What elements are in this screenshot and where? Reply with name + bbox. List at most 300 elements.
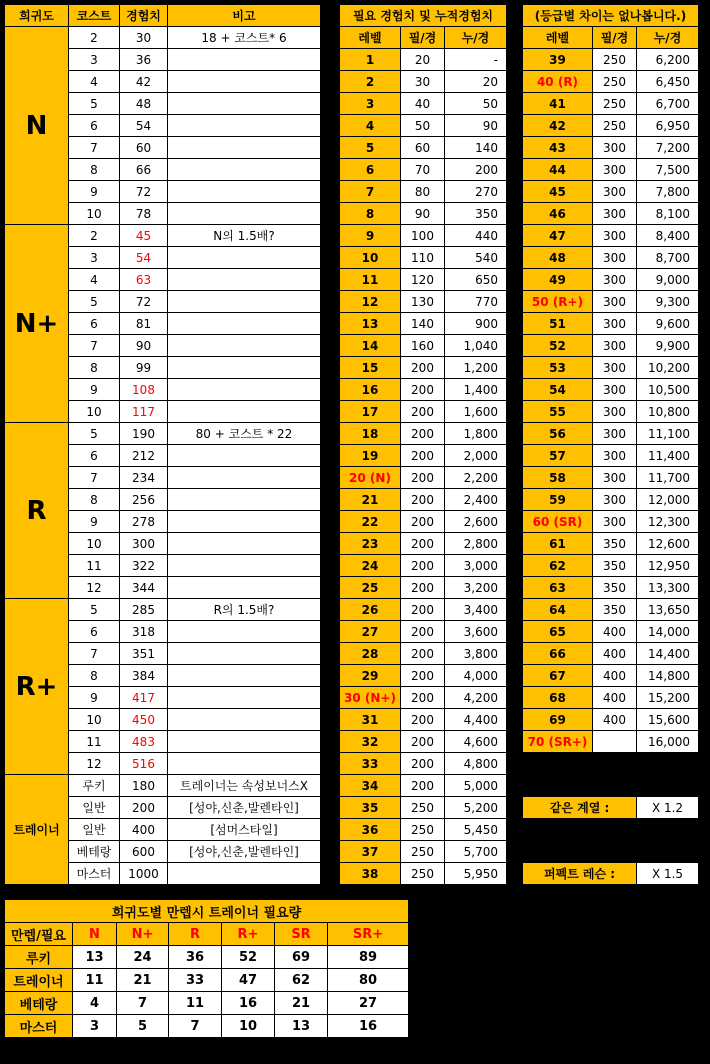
- exp-cell: 117: [120, 401, 168, 423]
- level-cell: 21: [340, 489, 401, 511]
- note-cell: [성야,신춘,발렌타인]: [168, 841, 321, 863]
- rarity-header: SR+: [328, 923, 409, 946]
- level-cell: 48: [523, 247, 593, 269]
- cum-exp-cell: 50: [445, 93, 507, 115]
- table-row: [523, 555, 699, 577]
- table-row: [523, 137, 699, 159]
- table-row: [523, 335, 699, 357]
- table-row: [523, 489, 699, 511]
- level-cell: 14: [340, 335, 401, 357]
- need-exp-cell: 300: [593, 159, 637, 181]
- cum-exp-cell: 1,800: [445, 423, 507, 445]
- level-cell: 55: [523, 401, 593, 423]
- exp-cell: 256: [120, 489, 168, 511]
- title-row: [5, 900, 409, 923]
- exp-cell: 108: [120, 379, 168, 401]
- cum-exp-cell: 90: [445, 115, 507, 137]
- table-row: [523, 181, 699, 203]
- cum-exp-cell: 8,700: [637, 247, 699, 269]
- count-cell: 21: [117, 969, 169, 992]
- cum-exp-cell: 8,100: [637, 203, 699, 225]
- exp-cell: 99: [120, 357, 168, 379]
- exp-cell: 322: [120, 555, 168, 577]
- note-cell: [168, 49, 321, 71]
- column-header: 누/경: [445, 27, 507, 49]
- level-cell: 4: [340, 115, 401, 137]
- table-row: [523, 665, 699, 687]
- level-cell: 18: [340, 423, 401, 445]
- need-exp-cell: 200: [401, 533, 445, 555]
- exp-cell: 483: [120, 731, 168, 753]
- cost-cell: 루키: [69, 775, 120, 797]
- table-row: [523, 313, 699, 335]
- level-cell: 49: [523, 269, 593, 291]
- cost-cell: 6: [69, 445, 120, 467]
- cost-cell: 10: [69, 533, 120, 555]
- level-cell: 8: [340, 203, 401, 225]
- cum-exp-cell: 6,700: [637, 93, 699, 115]
- note-cell: [168, 665, 321, 687]
- rarity-label: N: [5, 27, 69, 225]
- level-cell: 12: [340, 291, 401, 313]
- need-exp-cell: 400: [593, 665, 637, 687]
- exp-cell: 384: [120, 665, 168, 687]
- need-exp-cell: 350: [593, 533, 637, 555]
- note-cell: [168, 159, 321, 181]
- cum-exp-cell: 15,600: [637, 709, 699, 731]
- level-cell: 67: [523, 665, 593, 687]
- table-row: [523, 511, 699, 533]
- level-cell: 52: [523, 335, 593, 357]
- note-cell: [168, 467, 321, 489]
- table-row: [523, 203, 699, 225]
- table-row: [340, 841, 507, 863]
- cost-cell: 베테랑: [69, 841, 120, 863]
- column-header: 코스트: [69, 5, 120, 27]
- note-cell: [168, 203, 321, 225]
- count-cell: 11: [169, 992, 222, 1015]
- need-exp-cell: 300: [593, 445, 637, 467]
- level-cell: 70 (SR+): [523, 731, 593, 753]
- exp-cell: 417: [120, 687, 168, 709]
- level-cell: 23: [340, 533, 401, 555]
- level-exp-table-2: [522, 4, 699, 753]
- cost-cell: 12: [69, 753, 120, 775]
- need-exp-cell: 200: [401, 621, 445, 643]
- cost-cell: 9: [69, 511, 120, 533]
- note-cell: [168, 137, 321, 159]
- rarity-label: R+: [5, 599, 69, 775]
- need-exp-cell: 250: [593, 115, 637, 137]
- cost-cell: 2: [69, 225, 120, 247]
- cum-exp-cell: 14,400: [637, 643, 699, 665]
- trainer-name: 트레이너: [5, 969, 73, 992]
- need-exp-cell: 350: [593, 555, 637, 577]
- level-cell: 42: [523, 115, 593, 137]
- level-cell: 3: [340, 93, 401, 115]
- note-cell: [168, 753, 321, 775]
- need-exp-cell: 300: [593, 203, 637, 225]
- level-cell: 28: [340, 643, 401, 665]
- cum-exp-cell: 3,200: [445, 577, 507, 599]
- need-exp-cell: 130: [401, 291, 445, 313]
- need-exp-cell: 400: [593, 709, 637, 731]
- table-row: [340, 511, 507, 533]
- cum-exp-cell: 3,600: [445, 621, 507, 643]
- table-row: [523, 599, 699, 621]
- cost-cell: 7: [69, 137, 120, 159]
- cum-exp-cell: 13,300: [637, 577, 699, 599]
- level-cell: 56: [523, 423, 593, 445]
- header-row: [523, 27, 699, 49]
- need-exp-cell: 140: [401, 313, 445, 335]
- level-cell: 60 (SR): [523, 511, 593, 533]
- exp-cell: 278: [120, 511, 168, 533]
- count-cell: 13: [73, 946, 117, 969]
- exp-cell: 48: [120, 93, 168, 115]
- cum-exp-cell: 1,400: [445, 379, 507, 401]
- table-row: [340, 93, 507, 115]
- level-cell: 61: [523, 533, 593, 555]
- table-row: [340, 291, 507, 313]
- table-row: [340, 819, 507, 841]
- level-cell: 26: [340, 599, 401, 621]
- rarity-label: R: [5, 423, 69, 599]
- level-cell: 45: [523, 181, 593, 203]
- bonus-value: X 1.2: [637, 797, 699, 819]
- cost-cell: 3: [69, 247, 120, 269]
- need-exp-cell: 160: [401, 335, 445, 357]
- cum-exp-cell: 770: [445, 291, 507, 313]
- table-row: [523, 225, 699, 247]
- cost-cell: 8: [69, 665, 120, 687]
- note-cell: 18 + 코스트* 6: [168, 27, 321, 49]
- cum-exp-cell: 10,800: [637, 401, 699, 423]
- need-exp-cell: 200: [401, 599, 445, 621]
- level-cell: 69: [523, 709, 593, 731]
- cum-exp-cell: 350: [445, 203, 507, 225]
- need-exp-cell: 300: [593, 313, 637, 335]
- level-cell: 24: [340, 555, 401, 577]
- table-row: [523, 247, 699, 269]
- level-cell: 58: [523, 467, 593, 489]
- rarity-label: 트레이너: [5, 775, 69, 885]
- note-cell: [168, 379, 321, 401]
- cum-exp-cell: 11,100: [637, 423, 699, 445]
- need-exp-cell: 70: [401, 159, 445, 181]
- exp-cell: 318: [120, 621, 168, 643]
- cost-cell: 10: [69, 203, 120, 225]
- count-cell: 13: [275, 1015, 328, 1038]
- note-cell: [168, 577, 321, 599]
- cum-exp-cell: 3,400: [445, 599, 507, 621]
- note-cell: [168, 863, 321, 885]
- cum-exp-cell: 4,400: [445, 709, 507, 731]
- level-cell: 13: [340, 313, 401, 335]
- exp-cell: 212: [120, 445, 168, 467]
- cum-exp-cell: 5,200: [445, 797, 507, 819]
- table-row: [340, 379, 507, 401]
- table-row: [5, 992, 409, 1015]
- need-exp-cell: 200: [401, 665, 445, 687]
- cum-exp-cell: 2,000: [445, 445, 507, 467]
- need-exp-cell: 250: [593, 71, 637, 93]
- need-exp-cell: 300: [593, 379, 637, 401]
- cum-exp-cell: 650: [445, 269, 507, 291]
- cum-exp-cell: 12,300: [637, 511, 699, 533]
- rarity-header: R: [169, 923, 222, 946]
- level-cell: 37: [340, 841, 401, 863]
- level-cell: 29: [340, 665, 401, 687]
- cum-exp-cell: 1,600: [445, 401, 507, 423]
- level-cell: 32: [340, 731, 401, 753]
- title-row: [523, 5, 699, 27]
- need-exp-cell: 250: [401, 841, 445, 863]
- cum-exp-cell: 2,800: [445, 533, 507, 555]
- need-exp-cell: 200: [401, 577, 445, 599]
- count-cell: 80: [328, 969, 409, 992]
- table-row: [523, 731, 699, 753]
- table-row: [340, 753, 507, 775]
- level-cell: 63: [523, 577, 593, 599]
- need-exp-cell: 350: [593, 577, 637, 599]
- rarity-exp-table: [4, 4, 321, 885]
- trainer-name: 루키: [5, 946, 73, 969]
- level-cell: 66: [523, 643, 593, 665]
- cum-exp-cell: 2,400: [445, 489, 507, 511]
- cum-exp-cell: 12,000: [637, 489, 699, 511]
- table-row: [340, 467, 507, 489]
- need-exp-cell: 300: [593, 269, 637, 291]
- exp-cell: 63: [120, 269, 168, 291]
- exp-cell: 78: [120, 203, 168, 225]
- table-row: [340, 357, 507, 379]
- need-exp-cell: 200: [401, 753, 445, 775]
- level-cell: 27: [340, 621, 401, 643]
- cost-cell: 3: [69, 49, 120, 71]
- level-cell: 20 (N): [340, 467, 401, 489]
- need-exp-cell: 300: [593, 225, 637, 247]
- exp-cell: 45: [120, 225, 168, 247]
- note-cell: [168, 71, 321, 93]
- level-cell: 59: [523, 489, 593, 511]
- exp-cell: 285: [120, 599, 168, 621]
- need-exp-cell: 200: [401, 555, 445, 577]
- count-cell: 52: [222, 946, 275, 969]
- cost-cell: 7: [69, 335, 120, 357]
- exp-cell: 300: [120, 533, 168, 555]
- trainer-requirement-table: [4, 899, 409, 1038]
- need-exp-cell: 350: [593, 599, 637, 621]
- cum-exp-cell: 540: [445, 247, 507, 269]
- table-row: [523, 269, 699, 291]
- rarity-header: R+: [222, 923, 275, 946]
- level-cell: 41: [523, 93, 593, 115]
- column-header: 비고: [168, 5, 321, 27]
- cost-cell: 5: [69, 599, 120, 621]
- need-exp-cell: 250: [401, 863, 445, 885]
- same-type-bonus: [522, 796, 699, 819]
- level-cell: 53: [523, 357, 593, 379]
- need-exp-cell: 60: [401, 137, 445, 159]
- note-cell: [168, 291, 321, 313]
- count-cell: 36: [169, 946, 222, 969]
- rarity-header: N+: [117, 923, 169, 946]
- level-cell: 10: [340, 247, 401, 269]
- cost-cell: 9: [69, 687, 120, 709]
- count-cell: 3: [73, 1015, 117, 1038]
- column-header: 희귀도: [5, 5, 69, 27]
- count-cell: 16: [328, 1015, 409, 1038]
- count-cell: 4: [73, 992, 117, 1015]
- count-cell: 16: [222, 992, 275, 1015]
- table-row: [340, 115, 507, 137]
- cum-exp-cell: 4,000: [445, 665, 507, 687]
- table-row: [340, 49, 507, 71]
- cost-cell: 9: [69, 379, 120, 401]
- level-cell: 47: [523, 225, 593, 247]
- cum-exp-cell: 10,200: [637, 357, 699, 379]
- level-cell: 17: [340, 401, 401, 423]
- cum-exp-cell: 10,500: [637, 379, 699, 401]
- need-exp-cell: 400: [593, 687, 637, 709]
- table-row: [5, 1015, 409, 1038]
- need-exp-cell: 100: [401, 225, 445, 247]
- need-exp-cell: 300: [593, 511, 637, 533]
- need-exp-cell: 90: [401, 203, 445, 225]
- need-exp-cell: 110: [401, 247, 445, 269]
- table-row: [340, 71, 507, 93]
- note-cell: [168, 335, 321, 357]
- table-title: (등급별 차이는 없나봅니다.): [523, 5, 699, 27]
- note-cell: [168, 511, 321, 533]
- table-row: [5, 225, 321, 247]
- level-cell: 7: [340, 181, 401, 203]
- cum-exp-cell: 5,450: [445, 819, 507, 841]
- cum-exp-cell: 200: [445, 159, 507, 181]
- count-cell: 21: [275, 992, 328, 1015]
- cost-cell: 12: [69, 577, 120, 599]
- cost-cell: 2: [69, 27, 120, 49]
- note-cell: [168, 731, 321, 753]
- note-cell: 트레이너는 속성보너스X: [168, 775, 321, 797]
- cost-cell: 일반: [69, 797, 120, 819]
- note-cell: [168, 533, 321, 555]
- need-exp-cell: 200: [401, 687, 445, 709]
- title-row: [340, 5, 507, 27]
- need-exp-cell: 40: [401, 93, 445, 115]
- exp-cell: 42: [120, 71, 168, 93]
- bonus-label: 같은 계열 :: [523, 797, 637, 819]
- level-cell: 39: [523, 49, 593, 71]
- cum-exp-cell: 12,600: [637, 533, 699, 555]
- table-row: [340, 401, 507, 423]
- cost-cell: 6: [69, 313, 120, 335]
- cum-exp-cell: 140: [445, 137, 507, 159]
- table-row: [523, 71, 699, 93]
- need-exp-cell: 250: [593, 49, 637, 71]
- cost-cell: 4: [69, 269, 120, 291]
- count-cell: 11: [73, 969, 117, 992]
- rarity-header: SR: [275, 923, 328, 946]
- table-row: [340, 313, 507, 335]
- level-cell: 50 (R+): [523, 291, 593, 313]
- cum-exp-cell: 7,800: [637, 181, 699, 203]
- note-cell: [168, 621, 321, 643]
- note-cell: [168, 269, 321, 291]
- table-row: [340, 775, 507, 797]
- level-cell: 30 (N+): [340, 687, 401, 709]
- cum-exp-cell: 6,950: [637, 115, 699, 137]
- count-cell: 7: [169, 1015, 222, 1038]
- cum-exp-cell: 5,950: [445, 863, 507, 885]
- cost-cell: 10: [69, 709, 120, 731]
- cost-cell: 마스터: [69, 863, 120, 885]
- table-row: [340, 577, 507, 599]
- cost-cell: 5: [69, 423, 120, 445]
- level-cell: 46: [523, 203, 593, 225]
- need-exp-cell: 300: [593, 137, 637, 159]
- table-row: [340, 621, 507, 643]
- need-exp-cell: 200: [401, 731, 445, 753]
- exp-cell: 90: [120, 335, 168, 357]
- need-exp-cell: 30: [401, 71, 445, 93]
- need-exp-cell: 50: [401, 115, 445, 137]
- table-row: [340, 159, 507, 181]
- cum-exp-cell: 14,800: [637, 665, 699, 687]
- cost-cell: 5: [69, 93, 120, 115]
- level-cell: 43: [523, 137, 593, 159]
- exp-cell: 600: [120, 841, 168, 863]
- column-header: 경험치: [120, 5, 168, 27]
- count-cell: 27: [328, 992, 409, 1015]
- table-row: [5, 27, 321, 49]
- note-cell: [168, 709, 321, 731]
- table-row: [340, 797, 507, 819]
- table-row: [523, 115, 699, 137]
- level-cell: 51: [523, 313, 593, 335]
- need-exp-cell: 20: [401, 49, 445, 71]
- column-header: 필/경: [401, 27, 445, 49]
- count-cell: 33: [169, 969, 222, 992]
- cum-exp-cell: 440: [445, 225, 507, 247]
- table-row: [523, 533, 699, 555]
- header-row: [5, 5, 321, 27]
- exp-cell: 450: [120, 709, 168, 731]
- count-cell: 62: [275, 969, 328, 992]
- table-row: [340, 709, 507, 731]
- table-row: [5, 423, 321, 445]
- table-row: [340, 269, 507, 291]
- table-row: [340, 225, 507, 247]
- table-row: [5, 775, 321, 797]
- cum-exp-cell: 9,900: [637, 335, 699, 357]
- need-exp-cell: 200: [401, 775, 445, 797]
- exp-cell: 72: [120, 181, 168, 203]
- note-cell: [168, 357, 321, 379]
- bonus-label: 퍼펙트 레슨 :: [523, 863, 637, 885]
- need-exp-cell: [593, 731, 637, 753]
- level-cell: 1: [340, 49, 401, 71]
- level-cell: 33: [340, 753, 401, 775]
- level-cell: 16: [340, 379, 401, 401]
- note-cell: [168, 401, 321, 423]
- table-row: [523, 643, 699, 665]
- exp-cell: 234: [120, 467, 168, 489]
- table-row: [523, 577, 699, 599]
- need-exp-cell: 80: [401, 181, 445, 203]
- level-cell: 15: [340, 357, 401, 379]
